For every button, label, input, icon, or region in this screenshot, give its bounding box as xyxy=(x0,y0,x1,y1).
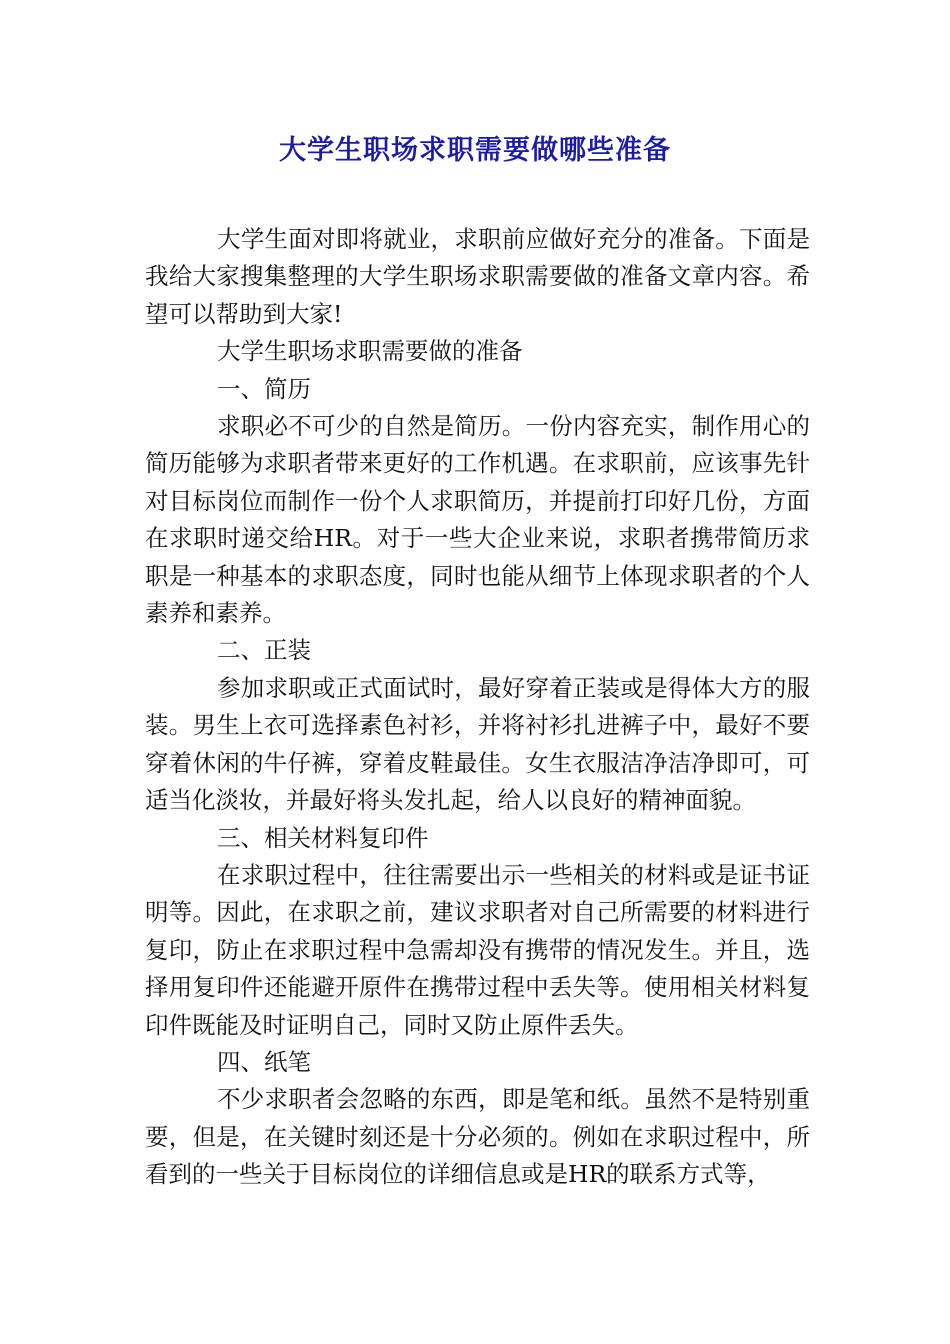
section-heading-copies: 三、相关材料复印件 xyxy=(217,823,429,852)
paragraph-attire: 参加求职或正式面试时，最好穿着正装或是得体大方的服装。男生上衣可选择素色衬衫，并将衬衫扎进裤子中，最好不要穿着休闲的牛仔裤，穿着皮鞋最佳。女生衣服洁净洁净即可，可适当化淡妆，并最好将头发扎起，给人以良好的精神面貌。 xyxy=(145,673,810,815)
section-heading-attire: 二、正装 xyxy=(217,636,311,665)
section-heading-pen-paper: 四、纸笔 xyxy=(217,1047,311,1076)
paragraph-pen-paper: 不少求职者会忽略的东西，即是笔和纸。虽然不是特别重要，但是，在关键时刻还是十分必须的。例如在求职过程中，所看到的一些关于目标岗位的详细信息或是HR的联系方式等， xyxy=(145,1085,810,1189)
document-body xyxy=(145,221,810,1194)
intro-paragraph: 大学生面对即将就业，求职前应做好充分的准备。下面是我给大家搜集整理的大学生职场求职需要做的准备文章内容。希望可以帮助到大家! xyxy=(145,225,810,328)
paragraph-resume: 求职必不可少的自然是简历。一份内容充实，制作用心的简历能够为求职者带来更好的工作机遇。在求职前，应该事先针对目标岗位而制作一份个人求职简历，并提前打印好几份，方面在求职时递交给HR。对于一些大企业来说，求职者携带简历求职是一种基本的求职态度，同时也能从细节上体现求职者的个人素养和素养。 xyxy=(145,412,810,628)
document-title: 大学生职场求职需要做哪些准备 xyxy=(279,135,671,166)
paragraph-copies: 在求职过程中，往往需要出示一些相关的材料或是证书证明等。因此，在求职之前，建议求职者对自己所需要的材料进行复印，防止在求职过程中急需却没有携带的情况发生。并且，选择用复印件还能避开原件在携带过程中丢失等。使用相关材料复印件既能及时证明自己，同时又防止原件丢失。 xyxy=(145,860,810,1039)
section-heading: 大学生职场求职需要做的准备 xyxy=(217,337,523,366)
section-heading-resume: 一、简历 xyxy=(217,374,311,403)
